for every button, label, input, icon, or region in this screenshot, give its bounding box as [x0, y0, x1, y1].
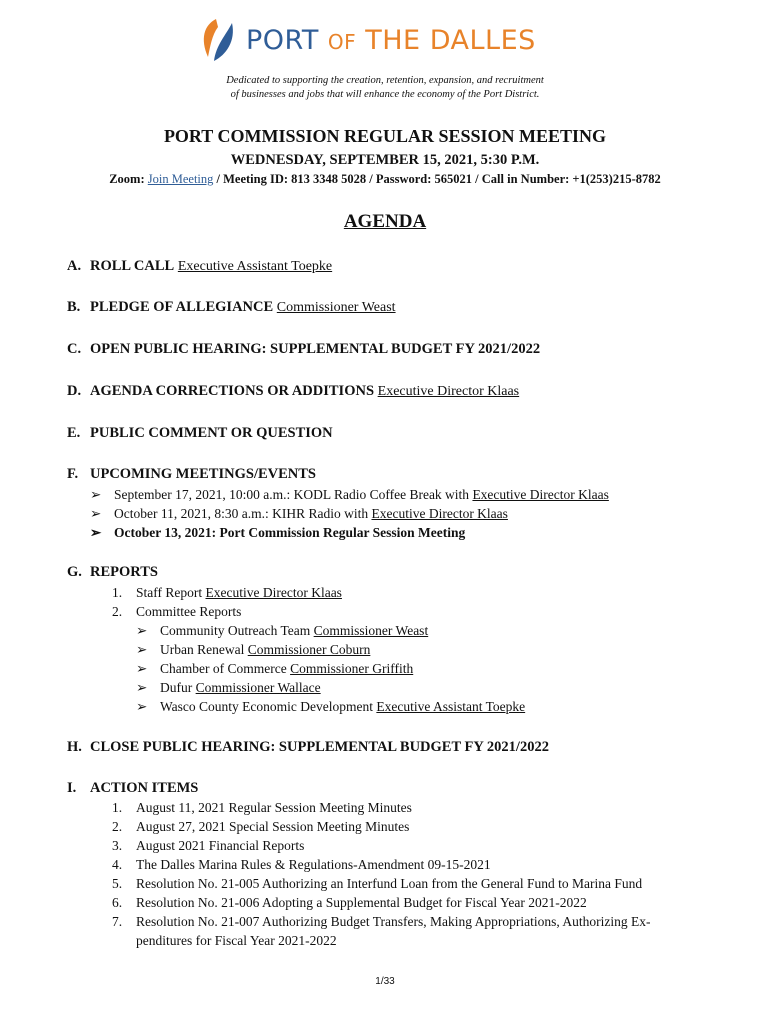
item-heading: ROLL CALL	[90, 258, 175, 274]
event-item	[90, 506, 508, 522]
item-heading: PUBLIC COMMENT OR QUESTION	[90, 425, 333, 441]
event-text: October 13, 2021: Port Commission Regular Session Meeting	[114, 525, 466, 540]
action-number: 5.	[112, 876, 123, 891]
action-item-continuation: penditures for Fiscal Year 2021-2022	[136, 933, 337, 948]
logo-port-text: PORT	[246, 24, 319, 56]
action-item	[112, 876, 642, 892]
committee-presenter: Commissioner Wallace	[195, 680, 321, 695]
meeting-date: WEDNESDAY, SEPTEMBER 15, 2021, 5:30 P.M.	[230, 152, 540, 168]
item-heading: UPCOMING MEETINGS/EVENTS	[90, 466, 316, 482]
agenda-item-c	[67, 341, 540, 358]
report-number: 2.	[112, 604, 123, 619]
event-text: October 11, 2021, 8:30 a.m.: KIHR Radio with	[114, 506, 372, 521]
report-item	[112, 604, 241, 620]
arrow-bullet-icon: ➢	[136, 623, 148, 638]
committee-item	[136, 642, 370, 658]
item-heading: AGENDA CORRECTIONS OR ADDITIONS	[90, 383, 375, 399]
action-number: 7.	[112, 914, 123, 929]
logo-dalles-text: THE DALLES	[365, 24, 536, 56]
item-heading: OPEN PUBLIC HEARING: SUPPLEMENTAL BUDGET FY 2021/2022	[90, 341, 541, 357]
logo-of-text: OF	[327, 29, 357, 54]
item-heading: ACTION ITEMS	[90, 780, 199, 796]
meeting-title: PORT COMMISSION REGULAR SESSION MEETING	[163, 126, 607, 146]
committee-text: Community Outreach Team	[160, 623, 314, 638]
action-item	[112, 838, 304, 854]
agenda-item-h	[67, 739, 549, 756]
item-heading: REPORTS	[90, 564, 158, 580]
action-text: August 2021 Financial Reports	[136, 838, 305, 853]
arrow-bullet-icon: ➢	[136, 642, 148, 657]
item-heading: PLEDGE OF ALLEGIANCE	[90, 299, 274, 315]
port-logo-wordmark	[246, 24, 536, 56]
committee-item	[136, 623, 428, 639]
committee-item	[136, 661, 413, 677]
action-number: 6.	[112, 895, 123, 910]
port-logo-mark-icon	[196, 17, 236, 63]
event-presenter: Executive Director Klaas	[371, 506, 508, 521]
join-meeting-link[interactable]: Join Meeting	[147, 172, 214, 186]
agenda-heading: AGENDA	[343, 211, 427, 232]
action-text: The Dalles Marina Rules & Regulations-Amendment 09-15-2021	[136, 857, 491, 872]
agenda-item-f	[67, 466, 316, 483]
item-letter: I.	[67, 780, 77, 796]
action-number: 1.	[112, 800, 123, 815]
zoom-prefix: Zoom:	[109, 172, 148, 186]
tagline	[0, 74, 770, 102]
action-number: 2.	[112, 819, 123, 834]
item-letter: H.	[67, 739, 82, 755]
item-presenter: Executive Assistant Toepke	[177, 259, 333, 274]
tagline-line-1: Dedicated to supporting the creation, retention, expansion, and recruitment	[226, 75, 544, 86]
agenda-item-g	[67, 564, 158, 581]
event-presenter: Executive Director Klaas	[472, 487, 609, 502]
event-item	[90, 487, 609, 503]
agenda-item-e	[67, 425, 333, 442]
arrow-bullet-icon: ➢	[90, 487, 102, 502]
item-heading: CLOSE PUBLIC HEARING: SUPPLEMENTAL BUDGET FY 2021/2022	[90, 739, 549, 755]
report-presenter: Executive Director Klaas	[205, 585, 342, 600]
action-text: Resolution No. 21-005 Authorizing an Interfund Loan from the General Fund to Marina Fund	[136, 876, 643, 891]
item-letter: C.	[67, 341, 82, 357]
committee-text: Chamber of Commerce	[160, 661, 291, 676]
committee-text: Urban Renewal	[160, 642, 248, 657]
action-text: Resolution No. 21-006 Adopting a Supplemental Budget for Fiscal Year 2021-2022	[136, 895, 587, 910]
arrow-bullet-icon: ➢	[90, 506, 102, 521]
committee-item	[136, 699, 525, 715]
report-number: 1.	[112, 585, 123, 600]
committee-presenter: Executive Assistant Toepke	[376, 699, 526, 714]
item-presenter: Commissioner Weast	[276, 300, 396, 315]
action-text: August 11, 2021 Regular Session Meeting Minutes	[136, 800, 412, 815]
item-letter: B.	[67, 299, 81, 315]
agenda-item-a	[67, 258, 332, 275]
event-item	[90, 525, 465, 541]
report-text: Staff Report	[136, 585, 206, 600]
committee-presenter: Commissioner Coburn	[247, 642, 371, 657]
port-logo	[196, 16, 536, 64]
item-letter: F.	[67, 466, 79, 482]
committee-presenter: Commissioner Weast	[313, 623, 429, 638]
arrow-bullet-icon: ➢	[90, 525, 102, 540]
committee-item	[136, 680, 321, 696]
committee-text: Wasco County Economic Development	[160, 699, 377, 714]
item-letter: G.	[67, 564, 82, 580]
agenda-item-i	[67, 780, 198, 797]
arrow-bullet-icon: ➢	[136, 680, 148, 695]
report-text: Committee Reports	[136, 604, 242, 619]
zoom-details: / Meeting ID: 813 3348 5028 / Password: 565021 / Call in Number: +1(253)215-8782	[213, 172, 661, 186]
action-text: Resolution No. 21-007 Authorizing Budget Transfers, Making Appropriations, Authorizing Ex-	[136, 914, 651, 929]
action-text: August 27, 2021 Special Session Meeting Minutes	[136, 819, 410, 834]
report-item	[112, 585, 342, 601]
action-item	[112, 819, 409, 835]
action-number: 4.	[112, 857, 123, 872]
arrow-bullet-icon: ➢	[136, 699, 148, 714]
tagline-line-2: of businesses and jobs that will enhance the economy of the Port District.	[230, 89, 540, 100]
agenda-item-b	[67, 299, 396, 316]
arrow-bullet-icon: ➢	[136, 661, 148, 676]
item-presenter: Executive Director Klaas	[377, 384, 520, 399]
action-item	[112, 857, 491, 873]
action-item	[112, 914, 650, 930]
item-letter: D.	[67, 383, 82, 399]
page-number: 1/33	[375, 976, 395, 987]
action-item	[112, 800, 412, 816]
agenda-item-d	[67, 383, 519, 400]
event-text: September 17, 2021, 10:00 a.m.: KODL Radio Coffee Break with	[114, 487, 473, 502]
committee-text: Dufur	[160, 680, 196, 695]
committee-presenter: Commissioner Griffith	[290, 661, 414, 676]
item-letter: E.	[67, 425, 81, 441]
action-number: 3.	[112, 838, 123, 853]
action-item	[112, 895, 587, 911]
zoom-info	[0, 172, 770, 187]
item-letter: A.	[67, 258, 82, 274]
